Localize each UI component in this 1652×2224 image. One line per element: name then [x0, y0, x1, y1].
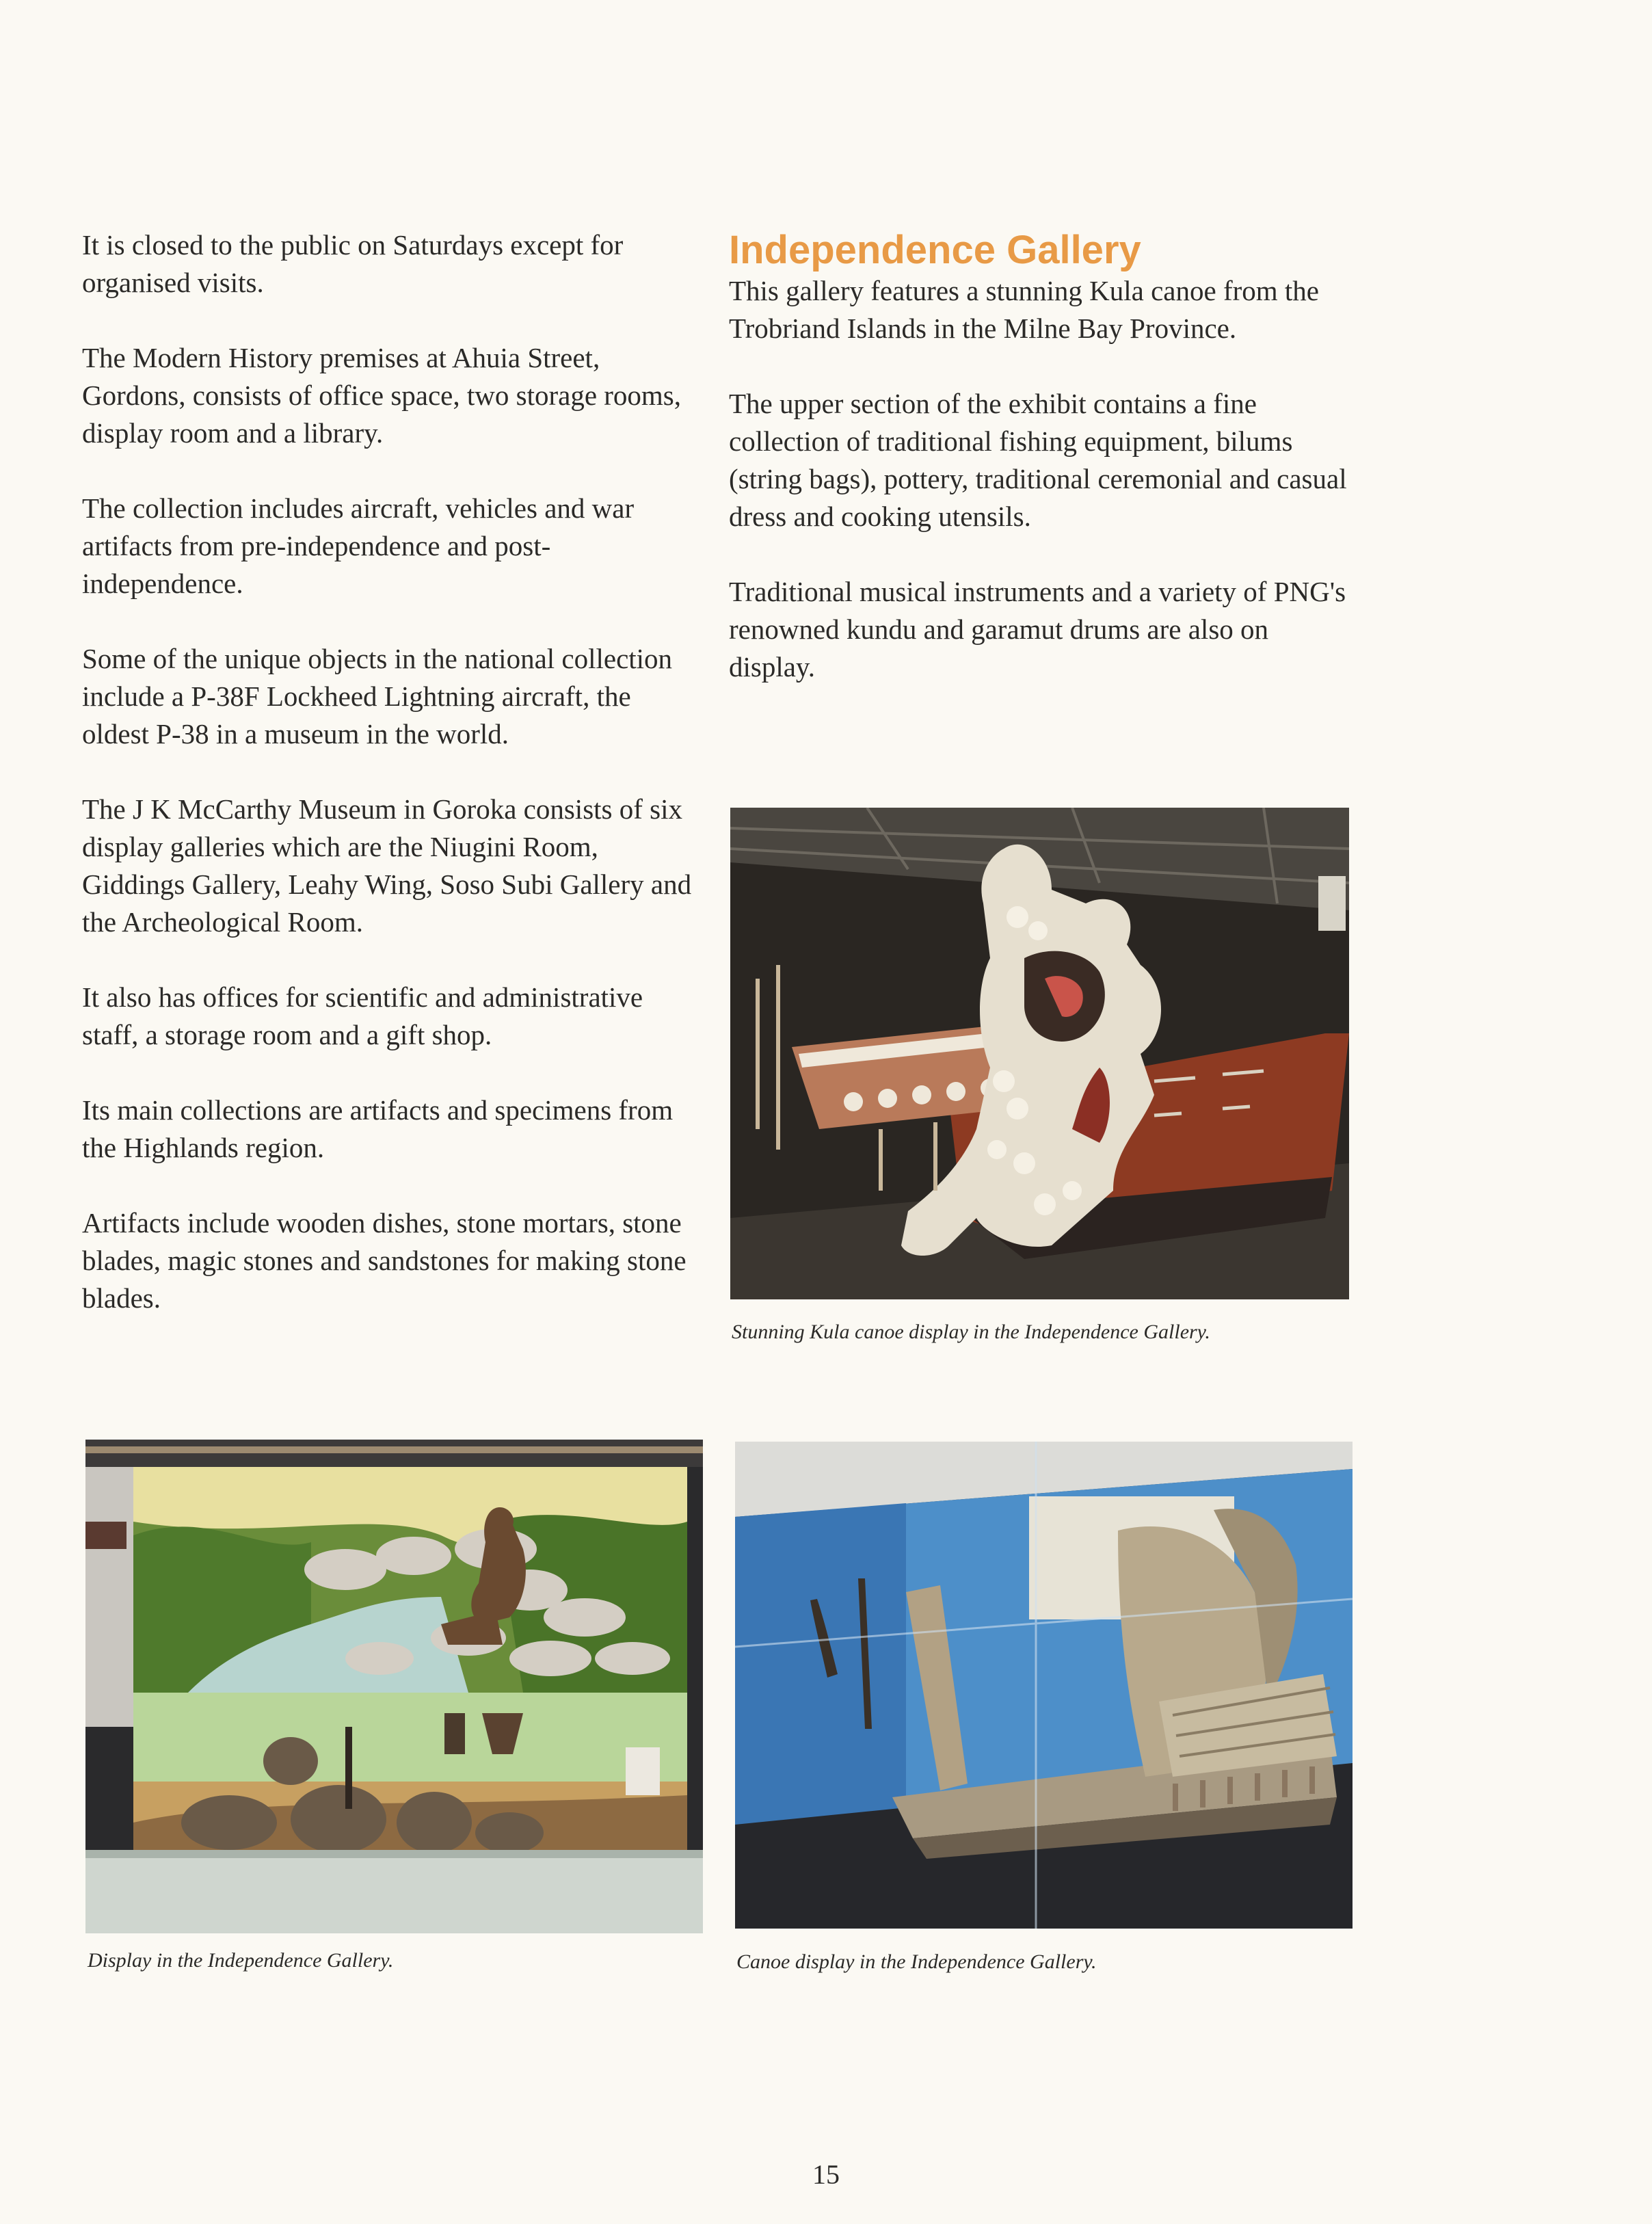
paragraph-offices: It also has offices for scientific and administrative staff, a storage room and a gift shop.	[82, 981, 643, 1050]
canoe-case-photo	[735, 1442, 1353, 1929]
diorama-caption: Display in the Independence Gallery.	[88, 1949, 394, 1972]
paragraph-closed-saturdays: It is closed to the public on Saturdays except for organised visits.	[82, 229, 624, 298]
paragraph-upper-section: The upper section of the exhibit contains a fine collection of traditional fishing equipment, bilums (string bags), pottery, traditional ceremonial and casual dress and cooking utensils.	[729, 388, 1347, 532]
paragraph-collection-includes: The collection includes aircraft, vehicles and war artifacts from pre-independence and post-independence.	[82, 492, 635, 599]
paragraph-main-collections: Its main collections are artifacts and specimens from the Highlands region.	[82, 1094, 674, 1163]
page-number: 15	[812, 2159, 840, 2190]
kula-canoe-photo	[730, 808, 1349, 1299]
paragraph-artifacts: Artifacts include wooden dishes, stone mortars, stone blades, magic stones and sandstones for making stone blades.	[82, 1207, 687, 1314]
paragraph-jk-mccarthy-museum: The J K McCarthy Museum in Goroka consists of six display galleries which are the Niugini Room, Giddings Gallery, Leahy Wing, Soso Subi Gallery and the Archeological Room.	[82, 793, 692, 938]
paragraph-musical-instruments: Traditional musical instruments and a variety of PNG's renowned kundu and garamut drums are also on display.	[729, 576, 1346, 683]
paragraph-kula-canoe: This gallery features a stunning Kula canoe from the Trobriand Islands in the Milne Bay Province.	[729, 275, 1319, 344]
paragraph-modern-history-premises: The Modern History premises at Ahuia Street, Gordons, consists of office space, two storage rooms, display room and a library.	[82, 342, 682, 449]
diorama-photo	[85, 1440, 703, 1933]
left-column	[82, 226, 697, 1317]
canoe-case-caption: Canoe display in the Independence Gallery.	[736, 1950, 1097, 1973]
right-column	[729, 228, 1358, 686]
paragraph-unique-objects: Some of the unique objects in the national collection include a P-38F Lockheed Lightning aircraft, the oldest P-38 in a museum in the world.	[82, 643, 673, 750]
kula-canoe-caption: Stunning Kula canoe display in the Independence Gallery.	[732, 1321, 1210, 1343]
section-heading: Independence Gallery	[729, 228, 1141, 272]
